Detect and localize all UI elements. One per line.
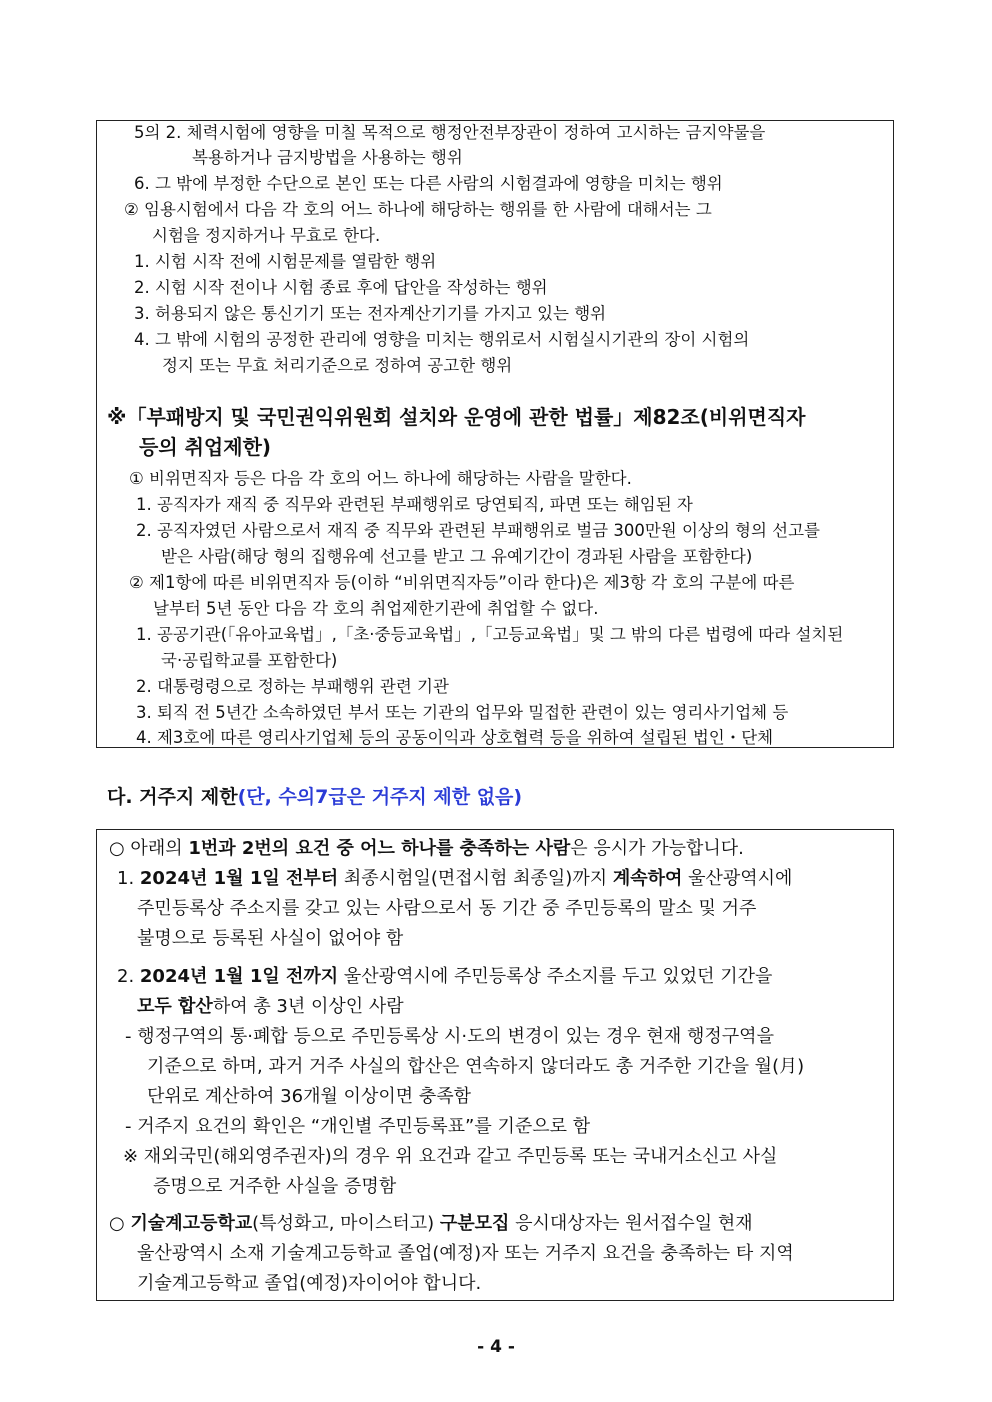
tech-bullet: ○ (109, 1213, 131, 1234)
req2-bold-date: 2024년 1월 1일 전까지 (139, 966, 339, 987)
text-line: 울산광역시 소재 기술계고등학교 졸업(예정)자 또는 거주지 요건을 충족하는 타 지역 (137, 1243, 794, 1264)
text-line: - 거주지 요건의 확인은 “개인별 주민등록표”를 기준으로 함 (125, 1116, 591, 1137)
tech-text-end: 응시대상자는 원서접수일 현재 (509, 1213, 753, 1234)
text-line: 2. 대통령령으로 정하는 부패행위 관련 기관 (136, 677, 449, 696)
text-line: 1. 공공기관(「유아교육법」,「초·중등교육법」,「고등교육법」및 그 밖의 다른 법령에 따라 설치된 (136, 625, 844, 644)
text-line: 5의 2. 체력시험에 영향을 미칠 목적으로 행정안전부장관이 정하여 고시하는 금지약물을 (134, 123, 766, 142)
req1-text: 최종시험일(면접시험 최종일)까지 (338, 868, 613, 889)
intro-bold: 1번과 2번의 요건 중 어느 하나를 충족하는 사람 (188, 838, 571, 859)
text-line: 기준으로 하며, 과거 거주 사실의 합산은 연속하지 않더라도 총 거주한 기간을 월(月) (147, 1056, 805, 1077)
text-line: 단위로 계산하여 36개월 이상이면 충족함 (147, 1086, 471, 1107)
tech-text: (특성화고, 마이스터고) (252, 1213, 440, 1234)
section-heading (107, 783, 522, 811)
req2-line1 (117, 963, 772, 991)
req2-text-end: 하여 총 3년 이상인 사람 (212, 996, 404, 1017)
req2-line2 (137, 993, 404, 1021)
law-title: ※「부패방지 및 국민권익위원회 설치와 운영에 관한 법률」제82조(비위면직자 (107, 405, 806, 429)
text-line: 1. 시험 시작 전에 시험문제를 열람한 행위 (134, 252, 437, 271)
section-title: 다. 거주지 제한 (107, 786, 238, 808)
text-line: 정지 또는 무효 처리기준으로 정하여 공고한 행위 (162, 356, 513, 375)
text-line: 2. 공직자였던 사람으로서 재직 중 직무와 관련된 부패행위로 벌금 300만원 이상의 형의 선고를 (136, 521, 820, 540)
text-line: ② 제1항에 따른 비위면직자 등(이하 “비위면직자등”이라 한다)은 제3항 각 호의 구분에 따른 (129, 573, 795, 592)
section-note: (단, 수의7급은 거주지 제한 없음) (237, 786, 523, 808)
text-line: ① 비위면직자 등은 다음 각 호의 어느 하나에 해당하는 사람을 말한다. (129, 469, 632, 488)
req2-num: 2. (117, 966, 140, 987)
text-line: ※ 재외국민(해외영주권자)의 경우 위 요건과 같고 주민등록 또는 국내거소신고 사실 (123, 1146, 778, 1167)
text-line: 국·공립학교를 포함한다) (161, 651, 338, 670)
req2-bold-sum: 모두 합산 (137, 996, 213, 1017)
req1-bold-cont: 계속하여 (612, 868, 683, 889)
residency-box (96, 829, 894, 1301)
req1-text-end: 울산광역시에 (682, 868, 793, 889)
text-line: 기술계고등학교 졸업(예정)자이어야 합니다. (137, 1273, 482, 1294)
tech-line1 (109, 1210, 753, 1238)
text-line: 3. 퇴직 전 5년간 소속하였던 부서 또는 기관의 업무와 밀접한 관련이 있는 영리사기업체 등 (136, 703, 789, 722)
text-line: 주민등록상 주소지를 갖고 있는 사람으로서 동 기간 중 주민등록의 말소 및 거주 (137, 898, 757, 919)
req1-line1 (117, 865, 792, 893)
text-line: 증명으로 거주한 사실을 증명함 (153, 1176, 397, 1197)
intro-text: ○ 아래의 (109, 838, 189, 859)
text-line: 시험을 정지하거나 무효로 한다. (152, 226, 381, 245)
tech-bold-recruit: 구분모집 (439, 1213, 510, 1234)
text-line: 날부터 5년 동안 다음 각 호의 취업제한기관에 취업할 수 없다. (153, 599, 599, 618)
req1-num: 1. (117, 868, 140, 889)
law-title-cont: 등의 취업제한) (139, 435, 272, 459)
text-line: 복용하거나 금지방법을 사용하는 행위 (192, 148, 463, 167)
text-line: 불명으로 등록된 사실이 없어야 함 (137, 928, 404, 949)
text-line: 받은 사람(해당 형의 집행유예 선고를 받고 그 유예기간이 경과된 사람을 포함한다) (161, 547, 753, 566)
tech-bold-school: 기술계고등학교 (130, 1213, 253, 1234)
text-line: 1. 공직자가 재직 중 직무와 관련된 부패행위로 당연퇴직, 파면 또는 해임된 자 (136, 495, 693, 514)
text-line: ② 임용시험에서 다음 각 호의 어느 하나에 해당하는 행위를 한 사람에 대해서는 그 (124, 200, 712, 219)
text-line: 6. 그 밖에 부정한 수단으로 본인 또는 다른 사람의 시험결과에 영향을 미치는 행위 (134, 174, 723, 193)
intro-text-end: 은 응시가 가능합니다. (570, 838, 744, 859)
law-excerpt-box (96, 120, 894, 748)
req1-bold-date: 2024년 1월 1일 전부터 (139, 868, 339, 889)
intro-line (109, 835, 744, 863)
text-line: - 행정구역의 통·폐합 등으로 주민등록상 시·도의 변경이 있는 경우 현재 행정구역을 (125, 1026, 774, 1047)
text-line: 3. 허용되지 않은 통신기기 또는 전자계산기기를 가지고 있는 행위 (134, 304, 607, 323)
text-line: 4. 그 밖에 시험의 공정한 관리에 영향을 미치는 행위로서 시험실시기관의 장이 시험의 (134, 330, 750, 349)
page-number: - 4 - (477, 1337, 515, 1357)
req2-text: 울산광역시에 주민등록상 주소지를 두고 있었던 기간을 (338, 966, 773, 987)
text-line: 2. 시험 시작 전이나 시험 종료 후에 답안을 작성하는 행위 (134, 278, 548, 297)
text-line: 4. 제3호에 따른 영리사기업체 등의 공동이익과 상호협력 등을 위하여 설립된 법인・단체 (136, 728, 774, 747)
